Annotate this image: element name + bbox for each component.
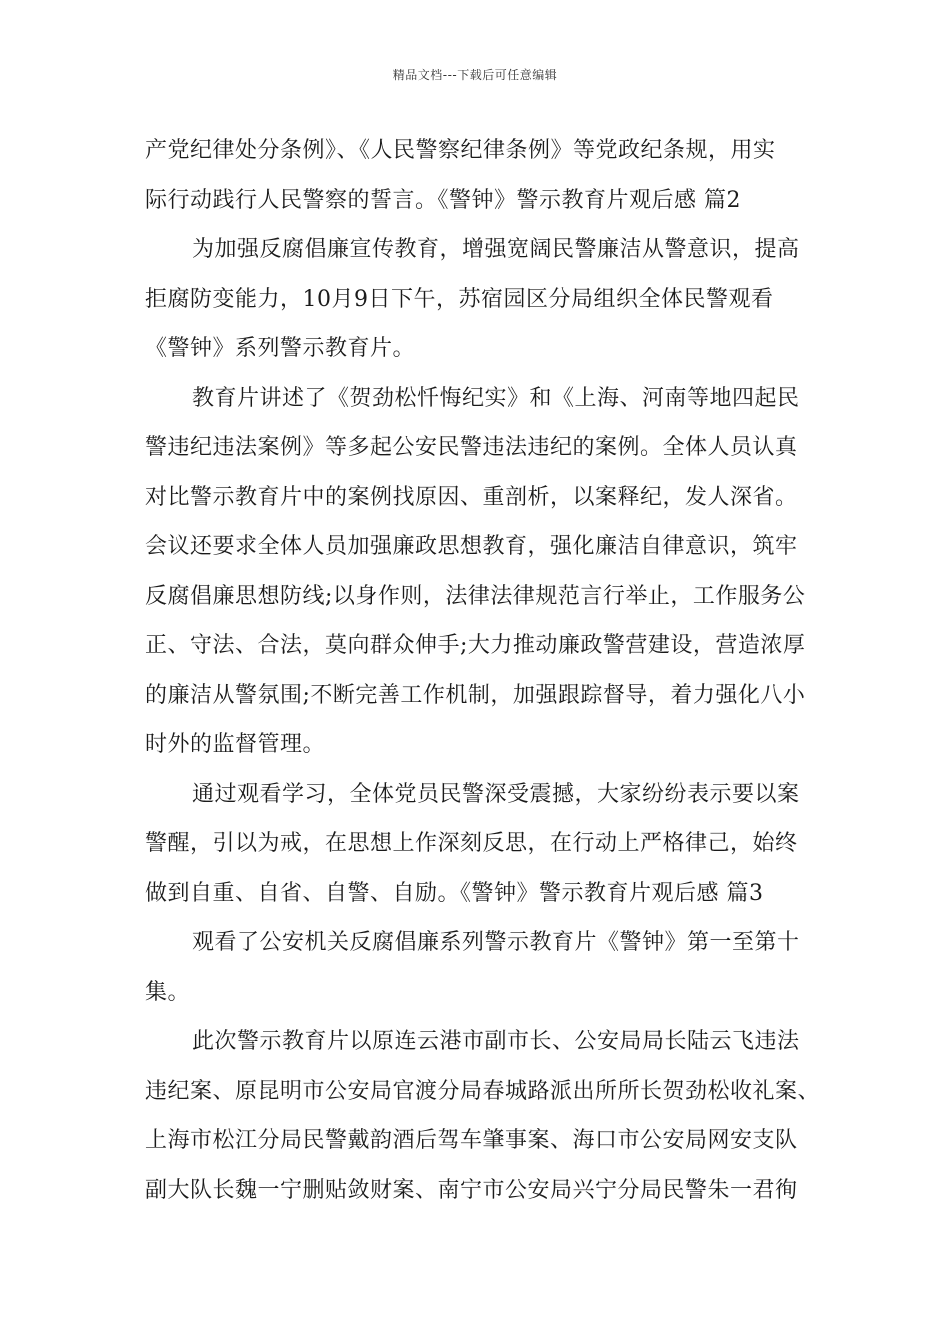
text-line: 反腐倡廉思想防线;以身作则，法律法律规范言行举止，工作服务公 bbox=[145, 583, 806, 609]
text-line: 警违纪违法案例》等多起公安民警违法违纪的案例。全体人员认真 bbox=[145, 435, 798, 460]
text-line: 上海市松江分局民警戴韵酒后驾车肇事案、海口市公安局网安支队 bbox=[145, 1128, 798, 1153]
text-line: 时外的监督管理。 bbox=[145, 732, 326, 757]
paragraph-first-line: 教育片讲述了《贺劲松忏悔纪实》和《上海、河南等地四起民 bbox=[192, 385, 800, 411]
text-line: 会议还要求全体人员加强廉政思想教育，强化廉洁自律意识，筑牢 bbox=[145, 534, 798, 559]
text-line: 违纪案、原昆明市公安局官渡分局春城路派出所所长贺劲松收礼案、 bbox=[145, 1078, 821, 1104]
text-line: 产党纪律处分条例》、《人民警察纪律条例》等党政纪条规，用实 bbox=[145, 138, 776, 163]
text-line: 拒腐防变能力，10月9日下午，苏宿园区分局组织全体民警观看 bbox=[145, 286, 774, 312]
paragraph-first-line: 通过观看学习，全体党员民警深受震撼，大家纷纷表示要以案 bbox=[192, 781, 800, 807]
text-line: 做到自重、自省、自警、自励。《警钟》警示教育片观后感 篇3 bbox=[145, 880, 764, 906]
text-line: 集。 bbox=[145, 979, 191, 1005]
paragraph-first-line: 此次警示教育片以原连云港市副市长、公安局局长陆云飞违法 bbox=[192, 1029, 800, 1054]
text-line: 的廉洁从警氛围;不断完善工作机制，加强跟踪督导，着力强化八小 bbox=[145, 682, 806, 708]
text-line: 副大队长魏一宁删贴敛财案、南宁市公安局兴宁分局民警朱一君徇 bbox=[145, 1177, 798, 1203]
text-line: 《警钟》系列警示教育片。 bbox=[145, 336, 416, 361]
paragraph-first-line: 观看了公安机关反腐倡廉系列警示教育片《警钟》第一至第十 bbox=[192, 930, 800, 955]
text-line: 际行动践行人民警察的誓言。《警钟》警示教育片观后感 篇2 bbox=[145, 187, 741, 213]
text-line: 正、守法、合法，莫向群众伸手;大力推动廉政警营建设，营造浓厚 bbox=[145, 633, 806, 658]
text-line: 警醒，引以为戒，在思想上作深刻反思，在行动上严格律己，始终 bbox=[145, 831, 798, 856]
document-body bbox=[145, 133, 821, 1222]
paragraph-first-line: 为加强反腐倡廉宣传教育，增强宽阔民警廉洁从警意识，提高 bbox=[192, 237, 800, 262]
text-line: 对比警示教育片中的案例找原因、重剖析，以案释纪，发人深省。 bbox=[145, 484, 798, 510]
page-header: 精品文档---下载后可任意编辑 bbox=[392, 68, 558, 82]
